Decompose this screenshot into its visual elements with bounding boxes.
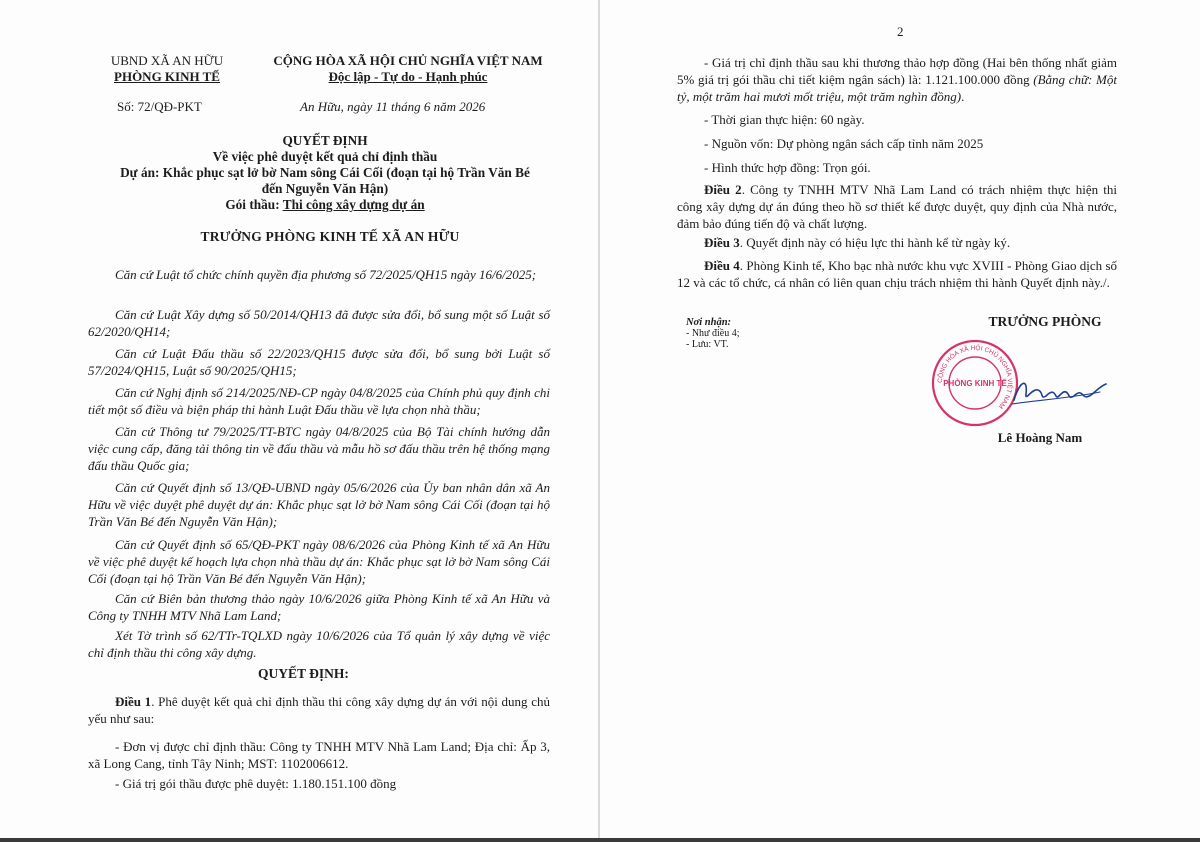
nation-line-2: Độc lập - Tự do - Hạnh phúc bbox=[328, 69, 488, 84]
article-3-label: Điều 3 bbox=[704, 235, 740, 250]
negotiated-value-text: - Giá trị chỉ định thầu sau khi thương thảo hợp đồng (Hai bên thống nhất giảm 5% giá trị gói thầu chi tiết kiệm ngân sách) là: 1.121.100.000 đồng bbox=[677, 55, 1117, 87]
project-line-1: Dự án: Khắc phục sạt lở bờ Nam sông Cái Cối (đoạn tại hộ Trần Văn Bé bbox=[120, 165, 530, 180]
decision-subject: Về việc phê duyệt kết quả chỉ định thầu bbox=[212, 149, 438, 164]
signer-title: TRƯỞNG PHÒNG bbox=[988, 314, 1102, 329]
document-number: Số: 72/QĐ-PKT bbox=[117, 99, 202, 114]
official-seal bbox=[930, 338, 1020, 428]
national-motto bbox=[258, 53, 558, 85]
article-2-label: Điều 2 bbox=[704, 182, 742, 197]
article-4-label: Điều 4 bbox=[704, 258, 740, 273]
seal-center-text: PHÒNG KINH TẾ bbox=[943, 379, 1007, 388]
agency-line-1: UBND XÃ AN HỮU bbox=[110, 53, 224, 68]
legal-basis-2: Căn cứ Luật Xây dựng số 50/2014/QH13 đã được sửa đổi, bổ sung một số Luật số 62/2020/QH14; bbox=[88, 307, 550, 339]
handwritten-signature bbox=[1010, 370, 1110, 410]
seal-ring-text: CỘNG HÒA XÃ HỘI CHỦ NGHĨA VIỆT NAM bbox=[936, 344, 1014, 410]
article-2 bbox=[677, 181, 1117, 232]
article-2-text: . Công ty TNHH MTV Nhã Lam Land có trách nhiệm thực hiện thi công xây dựng dự án đúng theo hồ sơ thiết kế được duyệt, quy định của Nhà nước, đảm bảo đúng tiến độ và chất lượng. bbox=[677, 182, 1118, 231]
legal-basis-6: Căn cứ Quyết định số 13/QĐ-UBND ngày 05/6/2026 của Ủy ban nhân dân xã An Hữu về việc duyệt phê duyệt dự án: Khắc phục sạt lở bờ Nam sông Cái Cối (đoạn tại hộ Trần Văn Bé đến Nguyễn Văn Hận); bbox=[88, 480, 550, 529]
legal-basis-3: Căn cứ Luật Đấu thầu số 22/2023/QH15 được sửa đổi, bổ sung bởi Luật số 57/2024/QH15, Luật số 90/2025/QH15; bbox=[88, 346, 550, 378]
contractor-info: - Đơn vị được chỉ định thầu: Công ty TNHH MTV Nhã Lam Land; Địa chỉ: Ấp 3, xã Long Cang, tỉnh Tây Ninh; MST: 1102006612. bbox=[88, 739, 550, 771]
package-line bbox=[150, 197, 500, 213]
legal-basis-8: Căn cứ Biên bản thương thảo ngày 10/6/2026 giữa Phòng Kinh tế xã An Hữu và Công ty TNHH MTV Nhã Lam Land; bbox=[88, 591, 550, 623]
article-4 bbox=[677, 257, 1117, 291]
dateline: An Hữu, ngày 11 tháng 6 năm 2026 bbox=[300, 99, 486, 114]
package-label: Gói thầu: bbox=[225, 197, 283, 212]
value-in-words: (Bằng chữ: Một tỷ, một trăm hai mươi mốt triệu, một trăm nghìn đồng) bbox=[677, 72, 1117, 104]
legal-basis-7: Căn cứ Quyết định số 65/QĐ-PKT ngày 08/6/2026 của Phòng Kinh tế xã An Hữu về việc phê duyệt kế hoạch lựa chọn nhà thầu dự án: Khắc phục sạt lở bờ Nam sông Cái Cối (đoạn tại hộ Trần Văn Bé đến Nguyễn Văn Hận); bbox=[88, 537, 550, 586]
signer-name: Lê Hoàng Nam bbox=[997, 430, 1083, 445]
recipient-2: - Lưu: VT. bbox=[686, 339, 729, 350]
legal-basis-5: Căn cứ Thông tư 79/2025/TT-BTC ngày 04/8/2025 của Bộ Tài chính hướng dẫn việc cung cấp, đăng tải thông tin về đấu thầu và mẫu hồ sơ đấu thầu trên hệ thống mạng đấu thầu Quốc gia; bbox=[88, 424, 550, 473]
decision-heading: QUYẾT ĐỊNH: bbox=[258, 666, 349, 681]
article-4-text: . Phòng Kinh tế, Kho bạc nhà nước khu vực XVIII - Phòng Giao dịch số 12 và các tổ chức, cá nhân có liên quan chịu trách nhiệm thi hành Quyết định này./. bbox=[677, 258, 1117, 290]
recipients-label: Nơi nhận: bbox=[686, 317, 732, 328]
bottom-edge bbox=[0, 838, 1200, 842]
recipients-block bbox=[686, 317, 739, 350]
legal-basis-9: Xét Tờ trình số 62/TTr-TQLXD ngày 10/6/2026 của Tổ quản lý xây dựng về việc chỉ định thầu thi công xây dựng. bbox=[88, 628, 550, 660]
legal-basis-4: Căn cứ Nghị định số 214/2025/NĐ-CP ngày 04/8/2025 của Chính phủ quy định chi tiết một số điều và biện pháp thi hành Luật Đấu thầu về lựa chọn nhà thầu; bbox=[88, 385, 550, 417]
nation-line-1: CỘNG HÒA XÃ HỘI CHỦ NGHĨA VIỆT NAM bbox=[273, 53, 543, 68]
article-3 bbox=[677, 234, 1117, 251]
issuing-agency bbox=[92, 53, 242, 85]
page-number: 2 bbox=[897, 24, 904, 39]
package-name: Thi công xây dựng dự án bbox=[282, 197, 425, 212]
decision-title: QUYẾT ĐỊNH bbox=[282, 133, 368, 148]
article-3-text: . Quyết định này có hiệu lực thi hành kể từ ngày ký. bbox=[739, 235, 1011, 250]
contract-form: - Hình thức hợp đồng: Trọn gói. bbox=[704, 160, 871, 175]
project-line-2: đến Nguyễn Văn Hận) bbox=[261, 181, 389, 196]
article-1 bbox=[88, 693, 550, 727]
funding-source: - Nguồn vốn: Dự phòng ngân sách cấp tỉnh năm 2025 bbox=[704, 136, 984, 151]
authority-heading: TRƯỞNG PHÒNG KINH TẾ XÃ AN HỮU bbox=[200, 229, 460, 244]
decision-title-block bbox=[120, 133, 530, 213]
article-1-text: . Phê duyệt kết quả chỉ định thầu thi công xây dựng dự án với nội dung chủ yếu như sau: bbox=[88, 694, 550, 726]
duration: - Thời gian thực hiện: 60 ngày. bbox=[704, 112, 865, 127]
recipient-1: - Như điều 4; bbox=[686, 328, 740, 339]
agency-line-2: PHÒNG KINH TẾ bbox=[114, 69, 220, 84]
value-end: . bbox=[961, 89, 965, 104]
approved-value: - Giá trị gói thầu được phê duyệt: 1.180.151.100 đồng bbox=[115, 776, 397, 791]
legal-basis-1: Căn cứ Luật tổ chức chính quyền địa phương số 72/2025/QH15 ngày 16/6/2025; bbox=[115, 267, 537, 282]
negotiated-value bbox=[677, 54, 1117, 105]
article-1-label: Điều 1 bbox=[115, 694, 152, 709]
